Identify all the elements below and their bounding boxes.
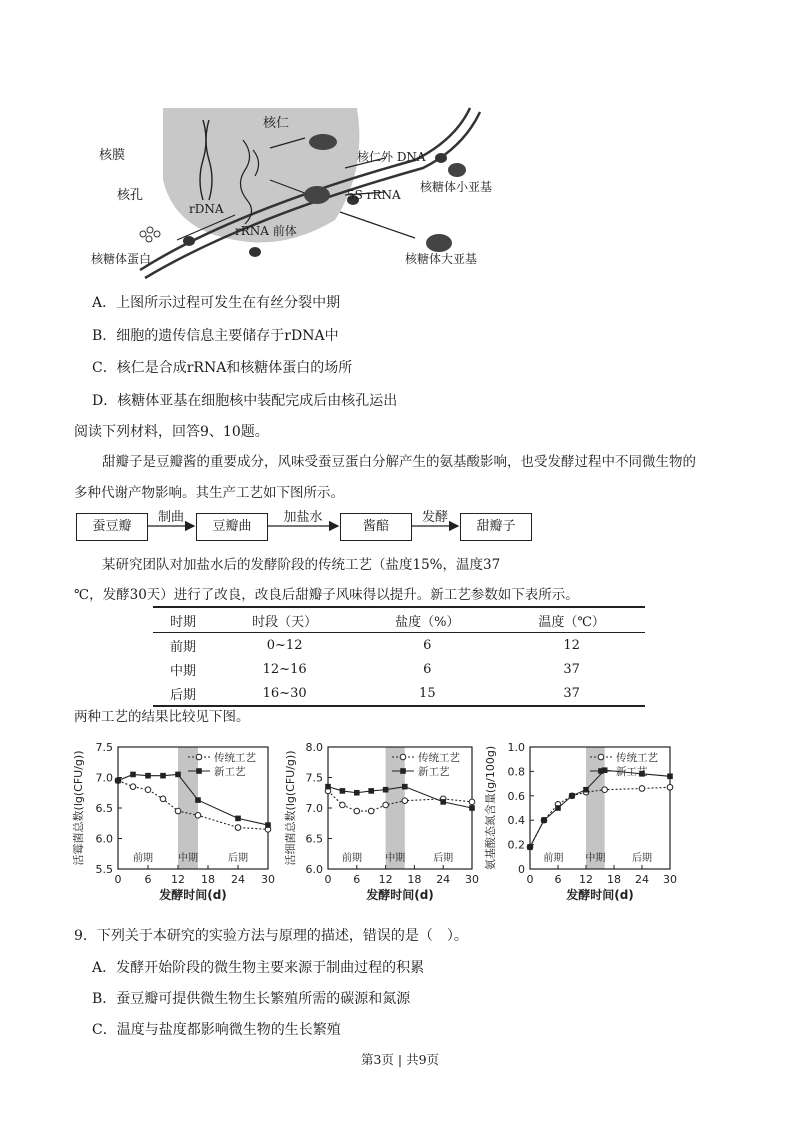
y-tick-label: 0.4 <box>507 814 525 828</box>
mid-phase-shading <box>586 747 605 869</box>
research-line-2: ℃，发酵30天）进行了改良，改良后甜瓣子风味得以提升。新工艺参数如下表所示。 <box>74 587 579 603</box>
y-axis-label: 活细菌总数(lg(CFU/g)) <box>284 750 297 866</box>
label-nuclear-membrane: 核膜 <box>99 148 126 163</box>
data-point <box>325 784 331 790</box>
legend-marker <box>598 754 604 760</box>
table-cell: 15 <box>356 681 498 706</box>
legend-label: 传统工艺 <box>616 752 658 764</box>
label-extra-nucleolar-dna: 核仁外 DNA <box>357 150 426 164</box>
data-point <box>195 797 201 803</box>
data-point <box>145 773 151 779</box>
flow-arrow-label-1: 制曲 <box>157 510 184 525</box>
x-tick-label: 18 <box>607 873 621 886</box>
table-cell: 37 <box>498 681 645 706</box>
x-tick-label: 6 <box>144 873 152 886</box>
x-tick-label: 18 <box>201 873 215 886</box>
x-tick-label: 12 <box>378 873 393 886</box>
mid-phase-shading <box>386 747 405 869</box>
legend-marker <box>400 754 406 760</box>
flow-box-4: 甜瓣子 <box>460 513 532 541</box>
y-tick-label: 7.0 <box>305 802 323 815</box>
data-point <box>383 802 389 808</box>
table-cell: 12~16 <box>262 661 307 677</box>
table-cell: 6 <box>423 661 432 677</box>
label-small-subunit: 核糖体小亚基 <box>420 180 493 194</box>
data-point <box>602 787 608 793</box>
data-point <box>368 788 374 794</box>
label-large-subunit: 核糖体大亚基 <box>405 252 478 266</box>
table-row <box>153 633 645 658</box>
data-point <box>667 784 673 790</box>
data-point <box>340 788 346 794</box>
data-point <box>402 798 408 804</box>
x-axis-label: 发酵时间(d) <box>566 888 634 902</box>
mid-phase-shading <box>178 747 198 869</box>
page-footer: 第3页 | 共9页 <box>360 1052 440 1067</box>
chart-bacteria-count <box>280 735 492 907</box>
data-point <box>130 772 136 778</box>
y-tick-label: 6.5 <box>95 802 113 815</box>
table-cell: 37 <box>563 661 580 677</box>
ribosomal-protein-dots <box>140 227 160 242</box>
phase-label: 中期 <box>385 853 406 864</box>
x-tick-label: 30 <box>261 873 275 886</box>
phase-label: 后期 <box>433 853 454 864</box>
legend-label: 新工艺 <box>418 766 450 778</box>
q8-option-a: A．上图所示过程可发生在有丝分裂中期 <box>92 295 341 311</box>
data-point <box>354 790 360 796</box>
flow-arrow-label-2: 加盐水 <box>283 510 323 525</box>
chart-mold-count <box>68 735 286 907</box>
label-5s-rrna: 5S rRNA <box>347 188 401 202</box>
flow-arrows <box>0 500 800 540</box>
x-tick-label: 0 <box>324 873 332 886</box>
phase-label: 中期 <box>585 853 606 864</box>
x-tick-label: 0 <box>526 873 534 886</box>
data-point <box>265 822 271 828</box>
y-tick-label: 1.0 <box>507 741 525 754</box>
phase-label: 中期 <box>178 853 198 864</box>
label-nuclear-pore: 核孔 <box>117 188 144 203</box>
table-cell: 12 <box>563 637 580 653</box>
phase-label: 前期 <box>133 853 153 864</box>
x-tick-label: 12 <box>579 873 593 886</box>
legend-marker <box>598 768 604 774</box>
phase-label: 后期 <box>228 853 248 864</box>
legend-label: 传统工艺 <box>418 752 460 764</box>
y-tick-label: 0.2 <box>507 838 525 852</box>
y-tick-label: 8.0 <box>305 741 323 754</box>
x-tick-label: 24 <box>436 873 451 886</box>
data-point <box>383 787 389 793</box>
reading-intro: 阅读下列材料，回答9、10题。 <box>74 424 269 440</box>
q9-option-b: B．蚕豆瓣可提供微生物生长繁殖所需的碳源和氮源 <box>92 991 411 1007</box>
data-point <box>340 802 346 808</box>
flow-box-2: 豆瓣曲 <box>196 513 268 541</box>
y-tick-label: 6.5 <box>305 832 323 846</box>
passage-line-1: 甜瓣子是豆瓣酱的重要成分，风味受蚕豆蛋白分解产生的氨基酸影响，也受发酵过程中不同微生物的 <box>102 454 696 470</box>
q9-option-a: A．发酵开始阶段的微生物主要来源于制曲过程的积累 <box>92 960 425 976</box>
y-axis-label: 氨基酸态氮含量(g/100g) <box>484 745 497 871</box>
x-tick-label: 30 <box>465 873 479 886</box>
x-tick-label: 6 <box>353 873 361 886</box>
table-cell: 中期 <box>169 663 196 679</box>
q9-stem: 9．下列关于本研究的实验方法与原理的描述，错误的是（ ）。 <box>74 928 468 944</box>
x-tick-label: 18 <box>407 873 422 886</box>
table-cell: 6 <box>423 637 432 653</box>
label-rrna-precursor: rRNA 前体 <box>235 224 297 238</box>
flow-box-3: 酱醅 <box>340 513 412 541</box>
legend-label: 新工艺 <box>214 766 246 778</box>
q8-option-d: D．核糖体亚基在细胞核中装配完成后由核孔运出 <box>92 393 398 409</box>
q8-option-c: C．核仁是合成rRNA和核糖体蛋白的场所 <box>92 360 353 376</box>
table-row <box>153 657 645 681</box>
data-point <box>195 813 201 819</box>
data-point <box>354 808 360 814</box>
x-axis-label: 发酵时间(d) <box>366 888 434 902</box>
phase-label: 后期 <box>632 853 652 864</box>
table-header: 温度（℃） <box>498 607 645 633</box>
table-cell: 前期 <box>169 639 196 655</box>
phase-label: 前期 <box>543 853 564 864</box>
legend-label: 传统工艺 <box>214 752 256 764</box>
flow-arrow-label-3: 发酵 <box>421 510 448 525</box>
data-point <box>527 844 533 850</box>
process-parameters-table <box>153 606 645 707</box>
flow-box-1: 蚕豆瓣 <box>76 513 148 541</box>
x-tick-label: 12 <box>171 873 185 886</box>
x-tick-label: 6 <box>554 873 562 886</box>
table-cell: 0~12 <box>266 637 303 653</box>
y-tick-label: 6.0 <box>305 863 323 876</box>
table-header-row <box>153 607 645 633</box>
label-nucleolus: 核仁 <box>263 116 290 131</box>
data-point <box>235 816 241 822</box>
label-ribosomal-protein: 核糖体蛋白 <box>91 252 152 266</box>
data-point <box>115 778 121 784</box>
data-point <box>130 784 136 790</box>
data-point <box>667 773 673 779</box>
data-point <box>469 805 475 811</box>
x-axis-label: 发酵时间(d) <box>159 888 227 902</box>
table-row <box>153 681 645 706</box>
y-tick-label: 0 <box>518 863 525 876</box>
data-point <box>160 796 166 802</box>
y-tick-label: 0.8 <box>507 765 525 779</box>
label-rdna: rDNA <box>189 202 224 216</box>
charts-intro: 两种工艺的结果比较见下图。 <box>74 709 250 725</box>
x-tick-label: 0 <box>114 873 122 886</box>
data-point <box>440 799 446 805</box>
data-point <box>555 805 561 811</box>
data-point <box>541 817 547 823</box>
data-point <box>175 808 181 814</box>
data-point <box>583 787 589 793</box>
x-tick-label: 24 <box>231 873 245 886</box>
table-cell: 后期 <box>153 681 213 706</box>
data-point <box>235 825 241 831</box>
legend-marker <box>196 768 202 774</box>
data-point <box>175 772 181 778</box>
data-point <box>145 787 151 793</box>
table-header: 盐度（%） <box>356 607 498 633</box>
table-header: 时段（天） <box>213 607 356 633</box>
y-axis-label: 活霉菌总数(lg(CFU/g)) <box>72 750 85 866</box>
y-tick-label: 7.5 <box>305 771 323 785</box>
legend-marker <box>196 754 202 760</box>
data-point <box>402 784 408 790</box>
research-line-1: 某研究团队对加盐水后的发酵阶段的传统工艺（盐度15%，温度37 <box>102 557 501 573</box>
table-header: 时期 <box>153 607 213 633</box>
y-tick-label: 0.6 <box>507 789 525 803</box>
passage-line-2: 多种代谢产物影响。其生产工艺如下图所示。 <box>74 485 344 501</box>
data-point <box>569 793 575 799</box>
chart-amino-nitrogen <box>480 735 692 907</box>
y-tick-label: 6.0 <box>95 832 113 846</box>
legend-marker <box>400 768 406 774</box>
table-cell: 16~30 <box>213 681 356 706</box>
q9-option-c: C．温度与盐度都影响微生物的生长繁殖 <box>92 1022 341 1038</box>
y-tick-label: 7.5 <box>95 741 113 754</box>
data-point <box>639 786 645 792</box>
data-point <box>469 799 475 805</box>
x-tick-label: 24 <box>635 873 649 886</box>
data-point <box>368 808 374 814</box>
data-point <box>160 773 166 779</box>
legend-label: 新工艺 <box>616 766 648 778</box>
q8-option-b: B．细胞的遗传信息主要储存于rDNA中 <box>92 328 339 344</box>
nucleolus-diagram <box>85 100 505 280</box>
y-tick-label: 5.5 <box>95 863 113 876</box>
x-tick-label: 30 <box>663 873 677 886</box>
y-tick-label: 7.0 <box>95 771 113 785</box>
phase-label: 前期 <box>342 853 362 864</box>
